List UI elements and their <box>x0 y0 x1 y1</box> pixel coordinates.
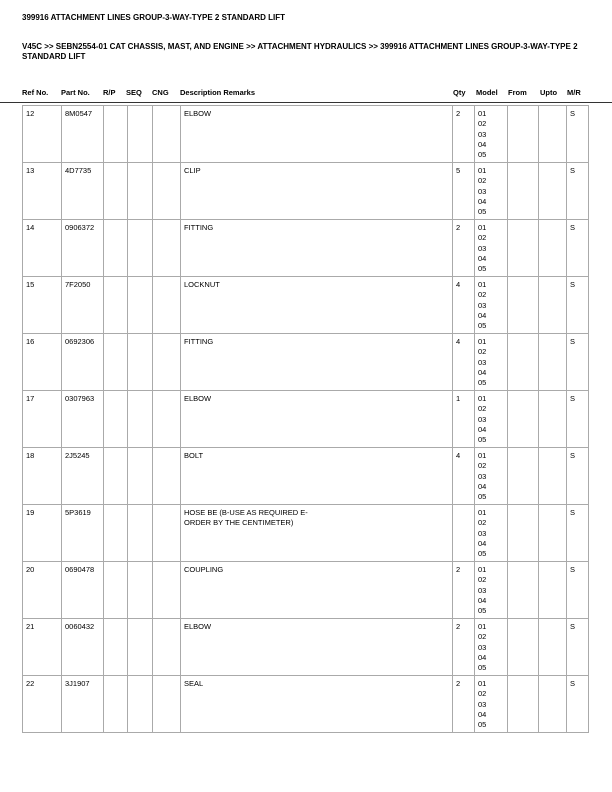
model-code: 02 <box>478 233 487 243</box>
upto-cell <box>539 676 567 733</box>
model-cell <box>475 163 508 220</box>
model-code: 03 <box>478 414 487 424</box>
model-code: 01 <box>478 565 487 574</box>
from-cell <box>508 619 539 676</box>
description-cell: ELBOW <box>181 106 453 163</box>
model-code: 03 <box>478 243 487 253</box>
header-from: From <box>508 88 527 97</box>
model-code: 05 <box>478 321 487 331</box>
model-code: 03 <box>478 300 487 310</box>
upto-cell <box>539 334 567 391</box>
model-code: 02 <box>478 461 487 471</box>
ref-cell: 15 <box>23 277 62 334</box>
part-cell: 4D7735 <box>62 163 104 220</box>
header-mr: M/R <box>567 88 581 97</box>
from-cell <box>508 220 539 277</box>
table-row <box>23 220 589 277</box>
description-cell: FITTING <box>181 220 453 277</box>
model-code: 04 <box>478 367 487 377</box>
seq-cell <box>128 562 153 619</box>
upto-cell <box>539 448 567 505</box>
model-code: 05 <box>478 264 487 274</box>
seq-cell <box>128 220 153 277</box>
description-cell: ELBOW <box>181 619 453 676</box>
upto-cell <box>539 277 567 334</box>
ref-cell: 17 <box>23 391 62 448</box>
upto-cell <box>539 163 567 220</box>
ref-cell: 14 <box>23 220 62 277</box>
model-code: 03 <box>478 585 487 595</box>
header-model: Model <box>476 88 498 97</box>
model-code: 04 <box>478 538 487 548</box>
mr-cell: S <box>567 334 589 391</box>
mr-cell: S <box>567 619 589 676</box>
model-code: 02 <box>478 290 487 300</box>
description-cell: LOCKNUT <box>181 277 453 334</box>
ref-cell: 19 <box>23 505 62 562</box>
ref-cell: 16 <box>23 334 62 391</box>
cng-cell <box>153 334 181 391</box>
model-code: 04 <box>478 139 487 149</box>
description-cell: BOLT <box>181 448 453 505</box>
ref-cell: 18 <box>23 448 62 505</box>
qty-cell: 2 <box>453 619 475 676</box>
description-cell: CLIP <box>181 163 453 220</box>
model-cell <box>475 505 508 562</box>
qty-cell: 2 <box>453 220 475 277</box>
model-code: 04 <box>478 595 487 605</box>
mr-cell: S <box>567 106 589 163</box>
cng-cell <box>153 619 181 676</box>
cng-cell <box>153 220 181 277</box>
from-cell <box>508 562 539 619</box>
model-code: 02 <box>478 119 487 129</box>
header-part: Part No. <box>61 88 90 97</box>
header-cng: CNG <box>152 88 169 97</box>
mr-cell: S <box>567 676 589 733</box>
description-cell: FITTING <box>181 334 453 391</box>
qty-cell: 2 <box>453 106 475 163</box>
model-code: 01 <box>478 508 487 517</box>
table-row <box>23 505 589 562</box>
model-cell <box>475 391 508 448</box>
qty-cell: 4 <box>453 334 475 391</box>
mr-cell: S <box>567 163 589 220</box>
model-code: 02 <box>478 689 487 699</box>
seq-cell <box>128 277 153 334</box>
qty-cell: 4 <box>453 277 475 334</box>
header-qty: Qty <box>453 88 466 97</box>
model-code: 02 <box>478 632 487 642</box>
upto-cell <box>539 562 567 619</box>
model-code: 01 <box>478 337 487 346</box>
model-code: 02 <box>478 518 487 528</box>
rp-cell <box>104 448 128 505</box>
mr-cell: S <box>567 277 589 334</box>
page-title: 399916 ATTACHMENT LINES GROUP-3-WAY-TYPE 2 STANDARD LIFT <box>22 13 285 22</box>
model-code: 01 <box>478 679 487 688</box>
from-cell <box>508 277 539 334</box>
part-cell: 5P3619 <box>62 505 104 562</box>
ref-cell: 22 <box>23 676 62 733</box>
part-cell: 0906372 <box>62 220 104 277</box>
seq-cell <box>128 391 153 448</box>
qty-cell: 1 <box>453 391 475 448</box>
cng-cell <box>153 277 181 334</box>
part-cell: 0690478 <box>62 562 104 619</box>
from-cell <box>508 106 539 163</box>
rp-cell <box>104 106 128 163</box>
cng-cell <box>153 505 181 562</box>
ref-cell: 20 <box>23 562 62 619</box>
from-cell <box>508 163 539 220</box>
cng-cell <box>153 163 181 220</box>
model-cell <box>475 106 508 163</box>
description-cell: COUPLING <box>181 562 453 619</box>
description-cell: SEAL <box>181 676 453 733</box>
model-code: 02 <box>478 404 487 414</box>
rp-cell <box>104 220 128 277</box>
table-row <box>23 334 589 391</box>
model-code: 05 <box>478 720 487 730</box>
rp-cell <box>104 619 128 676</box>
model-code: 01 <box>478 109 487 118</box>
table-row <box>23 391 589 448</box>
table-row <box>23 106 589 163</box>
part-cell: 0307963 <box>62 391 104 448</box>
part-cell: 8M0547 <box>62 106 104 163</box>
seq-cell <box>128 448 153 505</box>
model-code: 01 <box>478 622 487 631</box>
rp-cell <box>104 391 128 448</box>
model-code: 01 <box>478 223 487 232</box>
part-cell: 7F2050 <box>62 277 104 334</box>
seq-cell <box>128 163 153 220</box>
seq-cell <box>128 106 153 163</box>
ref-cell: 21 <box>23 619 62 676</box>
model-code: 03 <box>478 642 487 652</box>
table-header <box>0 88 612 103</box>
model-code: 04 <box>478 196 487 206</box>
from-cell <box>508 448 539 505</box>
breadcrumb: V45C >> SEBN2554-01 CAT CHASSIS, MAST, AND ENGINE >> ATTACHMENT HYDRAULICS >> 399916 ATTACHMENT LINES GROUP-3-WAY-TYPE 2 STANDARD LIFT <box>22 42 578 61</box>
model-code: 05 <box>478 606 487 616</box>
header-rp: R/P <box>103 88 116 97</box>
rp-cell <box>104 277 128 334</box>
mr-cell: S <box>567 391 589 448</box>
model-cell <box>475 277 508 334</box>
mr-cell: S <box>567 220 589 277</box>
mr-cell: S <box>567 448 589 505</box>
parts-table <box>22 105 589 733</box>
cng-cell <box>153 448 181 505</box>
table-row <box>23 676 589 733</box>
part-cell: 0060432 <box>62 619 104 676</box>
model-code: 05 <box>478 150 487 160</box>
model-code: 04 <box>478 424 487 434</box>
rp-cell <box>104 163 128 220</box>
seq-cell <box>128 619 153 676</box>
model-code: 01 <box>478 280 487 289</box>
description-cell: HOSE BE (B-USE AS REQUIRED E- ORDER BY THE CENTIMETER) <box>181 505 453 562</box>
header-upto: Upto <box>540 88 558 97</box>
model-code: 03 <box>478 528 487 538</box>
qty-cell: 2 <box>453 562 475 619</box>
upto-cell <box>539 391 567 448</box>
model-code: 05 <box>478 549 487 559</box>
model-cell <box>475 448 508 505</box>
model-code: 05 <box>478 435 487 445</box>
seq-cell <box>128 505 153 562</box>
cng-cell <box>153 391 181 448</box>
table-row <box>23 163 589 220</box>
model-code: 05 <box>478 492 487 502</box>
part-cell: 0692306 <box>62 334 104 391</box>
header-seq: SEQ <box>126 88 142 97</box>
model-cell <box>475 334 508 391</box>
model-code: 04 <box>478 310 487 320</box>
table-row <box>23 619 589 676</box>
model-cell <box>475 220 508 277</box>
qty-cell: 5 <box>453 163 475 220</box>
from-cell <box>508 391 539 448</box>
from-cell <box>508 334 539 391</box>
model-code: 03 <box>478 471 487 481</box>
upto-cell <box>539 220 567 277</box>
model-cell <box>475 676 508 733</box>
rp-cell <box>104 505 128 562</box>
model-code: 04 <box>478 481 487 491</box>
ref-cell: 13 <box>23 163 62 220</box>
rp-cell <box>104 562 128 619</box>
model-code: 04 <box>478 253 487 263</box>
model-code: 04 <box>478 709 487 719</box>
mr-cell: S <box>567 562 589 619</box>
model-code: 01 <box>478 451 487 460</box>
description-cell: ELBOW <box>181 391 453 448</box>
model-code: 02 <box>478 347 487 357</box>
seq-cell <box>128 334 153 391</box>
cng-cell <box>153 106 181 163</box>
part-cell: 3J1907 <box>62 676 104 733</box>
qty-cell <box>453 505 475 562</box>
header-desc: Description Remarks <box>180 88 256 97</box>
model-code: 03 <box>478 357 487 367</box>
upto-cell <box>539 106 567 163</box>
header-ref: Ref No. <box>22 88 49 97</box>
cng-cell <box>153 676 181 733</box>
model-code: 04 <box>478 652 487 662</box>
model-code: 05 <box>478 378 487 388</box>
mr-cell: S <box>567 505 589 562</box>
model-cell <box>475 562 508 619</box>
cng-cell <box>153 562 181 619</box>
table-row <box>23 277 589 334</box>
part-cell: 2J5245 <box>62 448 104 505</box>
model-cell <box>475 619 508 676</box>
from-cell <box>508 505 539 562</box>
from-cell <box>508 676 539 733</box>
rp-cell <box>104 334 128 391</box>
upto-cell <box>539 619 567 676</box>
model-code: 02 <box>478 176 487 186</box>
model-code: 03 <box>478 699 487 709</box>
model-code: 03 <box>478 129 487 139</box>
upto-cell <box>539 505 567 562</box>
model-code: 05 <box>478 663 487 673</box>
table-row <box>23 448 589 505</box>
model-code: 01 <box>478 166 487 175</box>
ref-cell: 12 <box>23 106 62 163</box>
model-code: 03 <box>478 186 487 196</box>
table-row <box>23 562 589 619</box>
model-code: 02 <box>478 575 487 585</box>
rp-cell <box>104 676 128 733</box>
model-code: 05 <box>478 207 487 217</box>
model-code: 01 <box>478 394 487 403</box>
seq-cell <box>128 676 153 733</box>
qty-cell: 4 <box>453 448 475 505</box>
qty-cell: 2 <box>453 676 475 733</box>
